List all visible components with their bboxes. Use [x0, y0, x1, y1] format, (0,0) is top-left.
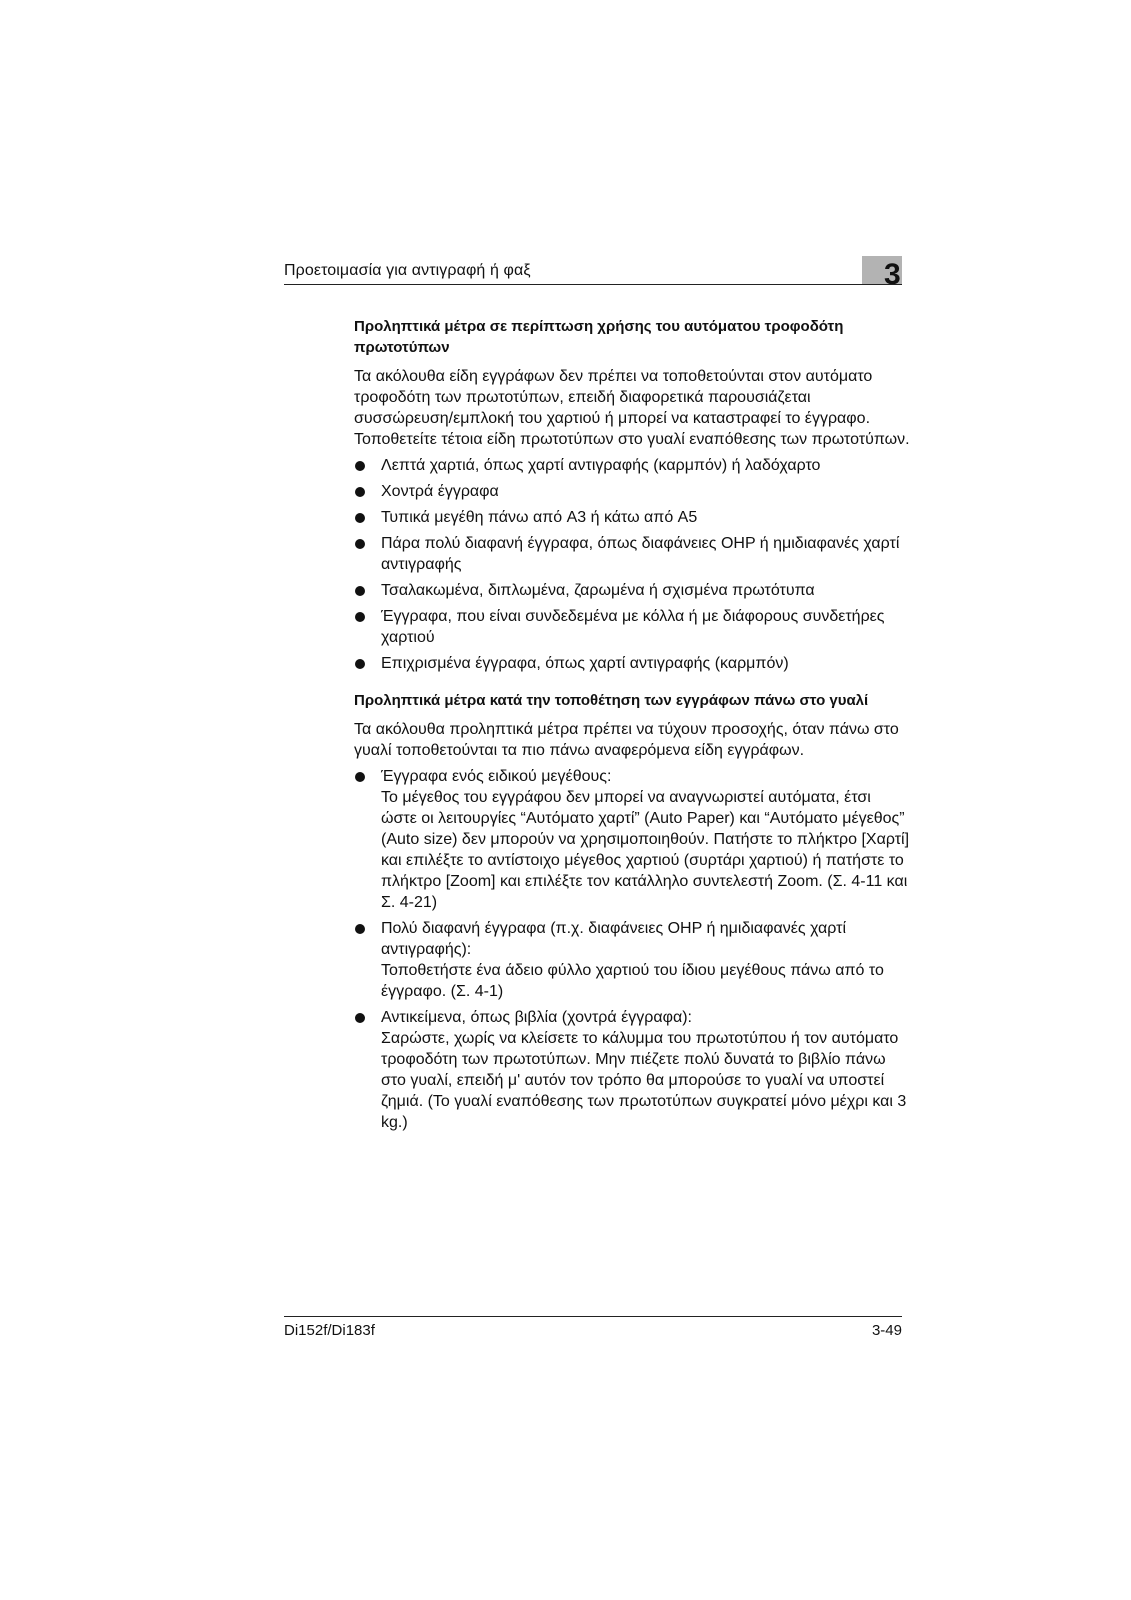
- section-intro-adf: Τα ακόλουθα είδη εγγράφων δεν πρέπει να τοποθετούνται στον αυτόματο τροφοδότη των πρωτοτύπων, επειδή διαφορετικά παρουσιάζεται συσσώρευση/εμπλοκή του χαρτιού ή μπορεί να καταστραφεί το έγγραφο. Τοποθετείτε τέτοια είδη πρωτοτύπων στο γυαλί εναπόθεσης των πρωτοτύπων.: [354, 368, 910, 448]
- header-divider: [284, 284, 902, 285]
- list-item-title: Πολύ διαφανή έγγραφα (π.χ. διαφάνειες OHP ή ημιδιαφανές χαρτί αντιγραφής):: [381, 920, 847, 958]
- list-item-text: Σαρώστε, χωρίς να κλείσετε το κάλυμμα του πρωτοτύπου ή τον αυτόματο τροφοδότη των πρωτοτύπων. Μην πιέζετε πολύ δυνατά το βιβλίο πάνω στο γυαλί, επειδή μ' αυτόν τον τρόπο θα μπορούσε το γυαλί να υποστεί ζημιά. (Το γυαλί εναπόθεσης των πρωτοτύπων συγκρατεί μόνο μέχρι και 3 kg.): [381, 1030, 907, 1131]
- list-item-text: Το μέγεθος του εγγράφου δεν μπορεί να αναγνωριστεί αυτόματα, έτσι ώστε οι λειτουργίες “Αυτόματο χαρτί” (Auto Paper) και “Αυτόματο μέγεθος” (Auto size) δεν μπορούν να χρησιμοποιηθούν. Πατήστε το πλήκτρο [Χαρτί] και επιλέξτε το αντίστοιχο μέγεθος χαρτιού (συρτάρι χαρτιού) ή πατήστε το πλήκτρο [Zoom] και επιλέξτε τον κατάλληλο συντελεστή Zoom. (Σ. 4-11 και Σ. 4-21): [381, 789, 910, 911]
- list-item-title: Έγγραφα ενός ειδικού μεγέθους:: [381, 768, 612, 785]
- chapter-number: 3: [884, 258, 901, 291]
- bullet-icon: [355, 924, 365, 934]
- list-item-text: Τοποθετήστε ένα άδειο φύλλο χαρτιού του ίδιου μεγέθους πάνω από το έγγραφο. (Σ. 4-1): [381, 962, 884, 1000]
- bullet-icon: [355, 513, 365, 523]
- list-item: Επιχρισμένα έγγραφα, όπως χαρτί αντιγραφής (καρμπόν): [354, 653, 910, 674]
- bullet-icon: [355, 539, 365, 549]
- section-heading-adf-precautions: Προληπτικά μέτρα σε περίπτωση χρήσης του αυτόματου τροφοδότη πρωτοτύπων: [354, 318, 844, 356]
- adf-unsuitable-list: [354, 455, 910, 674]
- main-content: [354, 316, 910, 1138]
- bullet-icon: [355, 659, 365, 669]
- bullet-icon: [355, 772, 365, 782]
- bullet-icon: [355, 612, 365, 622]
- footer-divider: [284, 1316, 902, 1317]
- section-intro-glass: Τα ακόλουθα προληπτικά μέτρα πρέπει να τύχουν προσοχής, όταν πάνω στο γυαλί τοποθετούνται τα πιο πάνω αναφερόμενα είδη εγγράφων.: [354, 721, 899, 759]
- glass-precautions-list: [354, 766, 910, 1133]
- list-item: Έγγραφα, που είναι συνδεδεμένα με κόλλα ή με διάφορους συνδετήρες χαρτιού: [354, 606, 910, 648]
- list-item: [354, 766, 910, 913]
- list-item: Λεπτά χαρτιά, όπως χαρτί αντιγραφής (καρμπόν) ή λαδόχαρτο: [354, 455, 910, 476]
- list-item: Πάρα πολύ διαφανή έγγραφα, όπως διαφάνειες OHP ή ημιδιαφανές χαρτί αντιγραφής: [354, 533, 910, 575]
- running-header-title: Προετοιμασία για αντιγραφή ή φαξ: [284, 262, 531, 279]
- bullet-icon: [355, 487, 365, 497]
- bullet-icon: [355, 1013, 365, 1023]
- footer-model: Di152f/Di183f: [284, 1322, 375, 1339]
- list-item: Τυπικά μεγέθη πάνω από A3 ή κάτω από A5: [354, 507, 910, 528]
- list-item: [354, 1007, 910, 1133]
- section-gap: [354, 679, 910, 690]
- list-item: Τσαλακωμένα, διπλωμένα, ζαρωμένα ή σχισμένα πρωτότυπα: [354, 580, 910, 601]
- section-heading-glass-precautions: Προληπτικά μέτρα κατά την τοποθέτηση των εγγράφων πάνω στο γυαλί: [354, 692, 869, 709]
- bullet-icon: [355, 461, 365, 471]
- list-item: Χοντρά έγγραφα: [354, 481, 910, 502]
- bullet-icon: [355, 586, 365, 596]
- list-item: [354, 918, 910, 1002]
- list-item-title: Αντικείμενα, όπως βιβλία (χοντρά έγγραφα):: [381, 1009, 692, 1026]
- footer-page-number: 3-49: [871, 1322, 902, 1339]
